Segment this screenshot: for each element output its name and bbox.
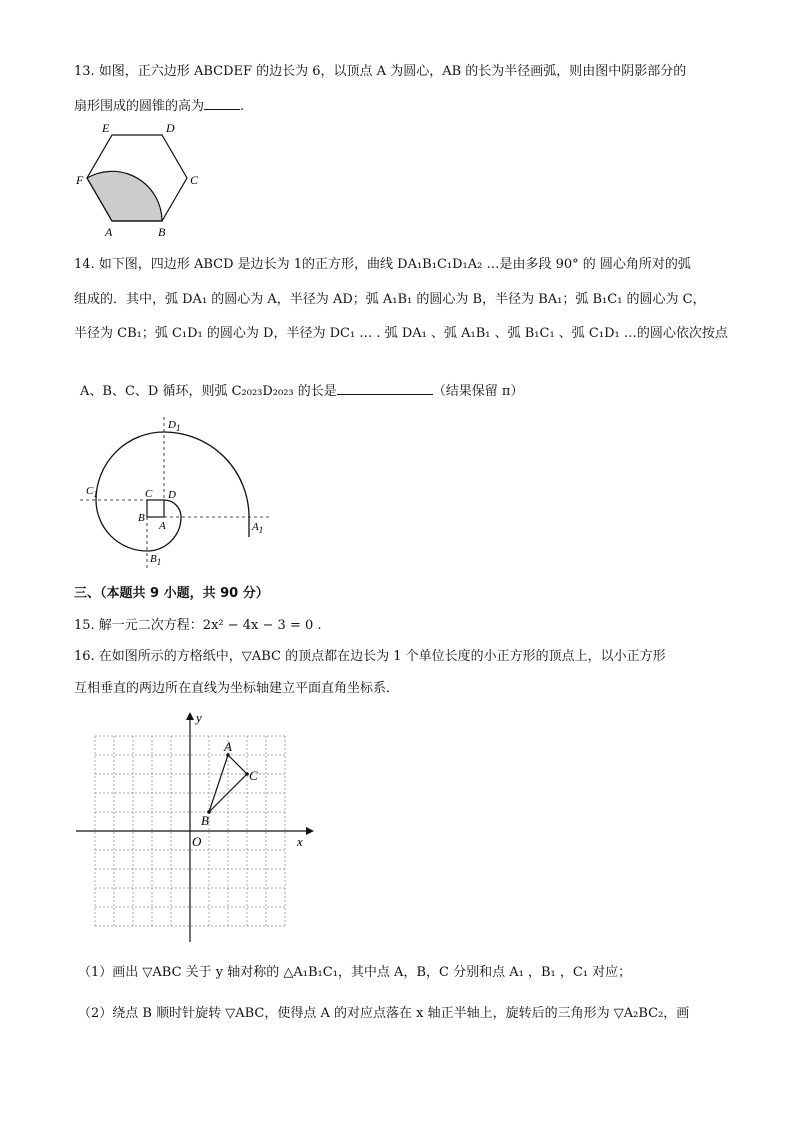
q14-text-line3: 半径为 CB₁；弧 C₁D₁ 的圆心为 D，半径为 DC₁ … . 弧 DA₁ 、弧 A₁B₁ 、弧 B₁C₁ 、弧 C₁D₁ …的圆心依次按点: [74, 326, 728, 341]
q13-text-line2-main: 扇形围成的圆锥的高为: [74, 99, 205, 114]
q16-label-b: B: [201, 813, 209, 828]
q14-label-a1: [251, 521, 263, 535]
q14-label-c: C: [145, 488, 153, 500]
q14-label-a1-letter: A: [252, 521, 259, 533]
q14-label-a: A: [159, 520, 166, 532]
q14-label-d1: [167, 419, 180, 433]
q14-label-c1-sub: 1: [93, 489, 98, 499]
q13-label-a: A: [105, 225, 113, 239]
q14-label-d: D: [168, 489, 176, 501]
q14-spiral-figure: [80, 410, 280, 570]
q14-label-d1-sub: 1: [175, 423, 181, 433]
q16-label-x: x: [297, 834, 303, 849]
q13-hexagon-figure: [72, 118, 222, 242]
q14-text-line4: [80, 381, 523, 401]
q16-part1: （1）画出 ▽ABC 关于 y 轴对称的 △A₁B₁C₁，其中点 A，B，C 分别和点 A₁ ，B₁ ，C₁ 对应；: [78, 965, 632, 980]
q13-shaded-sector: [87, 171, 162, 221]
q16-text-line2: 互相垂直的两边所在直线为坐标轴建立平面直角坐标系．: [74, 681, 400, 696]
q16-x-axis-arrow: [306, 827, 314, 835]
q13-label-b: B: [158, 225, 166, 239]
q16-label-a: A: [224, 739, 232, 754]
q14-text-line4-main: A、B、C、D 循环，则弧 C₂₀₂₃D₂₀₂₃ 的长是: [80, 384, 337, 399]
q16-part2: （2）绕点 B 顺时针旋转 ▽ABC，使得点 A 的对应点落在 x 轴正半轴上，旋转后的三角形为 ▽A₂BC₂，画: [78, 1006, 690, 1021]
q14-unit-square: [147, 500, 164, 517]
q13-label-e: E: [102, 121, 110, 135]
q14-label-b1: [150, 553, 161, 567]
q16-label-c: C: [249, 768, 258, 783]
q13-label-d: D: [166, 121, 175, 135]
q14-answer-blank[interactable]: [337, 381, 433, 395]
q13-text-line2-end: .: [240, 99, 245, 114]
q13-answer-blank[interactable]: [204, 96, 240, 110]
q13-text-line2: [74, 96, 244, 116]
q14-label-b: B: [138, 512, 145, 524]
q16-label-o: O: [192, 834, 202, 849]
section-3-title: 三、（本题共 9 小题，共 90 分）: [74, 586, 269, 601]
q13-label-f: F: [76, 173, 84, 187]
q16-label-y: y: [196, 710, 202, 725]
q16-coordinate-grid-figure: [70, 706, 320, 950]
q14-label-b1-sub: 1: [156, 557, 162, 567]
q15-text: 15. 解一元二次方程：2x² − 4x − 3 = 0 .: [74, 618, 322, 633]
q13-text-line1: 13. 如图，正六边形 ABCDEF 的边长为 6，以顶点 A 为圆心，AB 的长为半径画弧，则由图中阴影部分的: [74, 64, 687, 79]
q14-label-d1-letter: D: [168, 419, 176, 431]
q14-text-line4-end: （结果保留 π）: [432, 384, 524, 399]
q16-y-axis-arrow: [186, 712, 194, 720]
q14-label-b1-letter: B: [150, 553, 157, 565]
q14-text-line2: 组成的．其中，弧 DA₁ 的圆心为 A，半径为 AD；弧 A₁B₁ 的圆心为 B，半径为 BA₁；弧 B₁C₁ 的圆心为 C，: [74, 292, 706, 307]
q16-triangle-abc: [209, 755, 247, 812]
q16-text-line1: 16. 在如图所示的方格纸中，▽ABC 的顶点都在边长为 1 个单位长度的小正方形的顶点上，以小正方形: [74, 649, 666, 664]
q14-label-a1-sub: 1: [258, 525, 264, 535]
q14-label-c1: [86, 485, 98, 499]
q14-text-line1: 14. 如下图，四边形 ABCD 是边长为 1的正方形，曲线 DA₁B₁C₁D₁A₂ …是由多段 90° 的 圆心角所对的弧: [74, 257, 691, 272]
q13-label-c: C: [190, 173, 199, 187]
q14-label-c1-letter: C: [86, 485, 94, 497]
